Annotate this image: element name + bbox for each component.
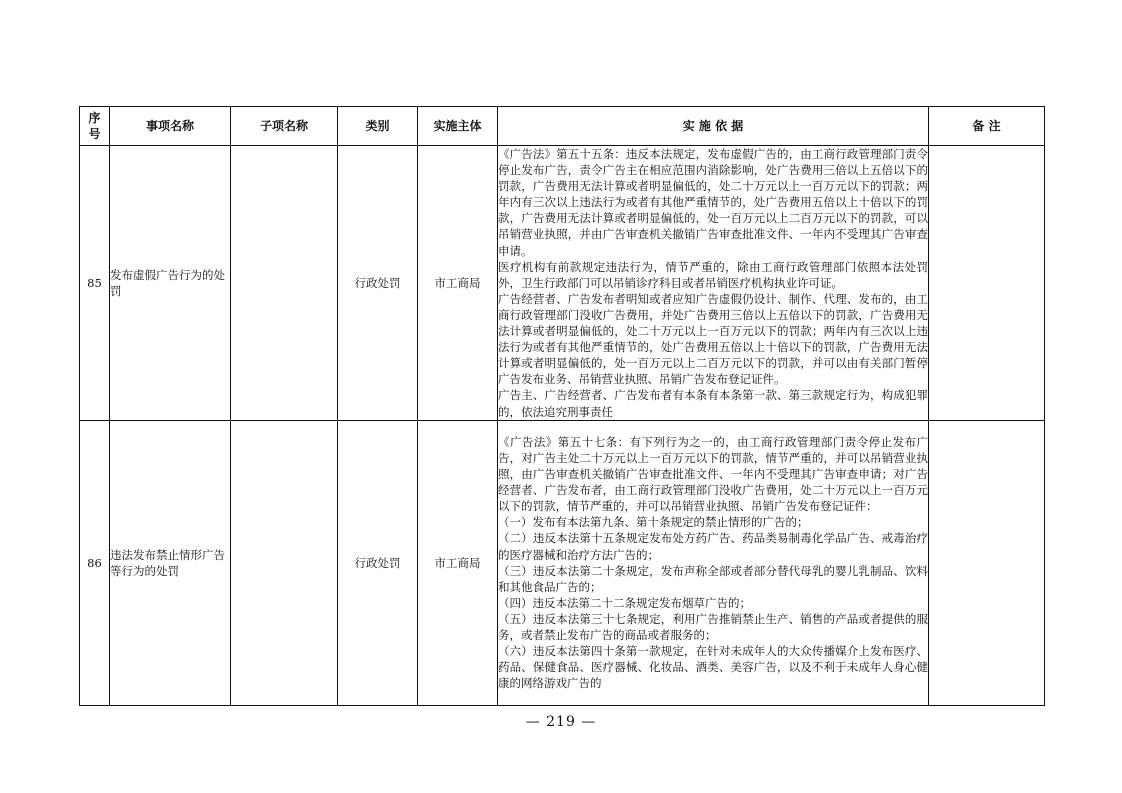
header-row [80, 107, 1045, 146]
row-basis [498, 146, 929, 421]
basis-paragraph: 医疗机构有前款规定违法行为，情节严重的，除由工商行政管理部门依照本法处罚外，卫生行政部门可以吊销诊疗科目或者吊销医疗机构执业许可证。 [498, 259, 928, 290]
regulation-table [79, 106, 1045, 706]
row-basis [498, 420, 929, 705]
basis-paragraph: 广告主、广告经营者、广告发布者有本条有本条第一款、第三款规定行为，构成犯罪的，依法追究刑事责任 [498, 388, 928, 419]
header-seq [80, 107, 110, 146]
basis-paragraph: 《广告法》第五十五条：违反本法规定，发布虚假广告的，由工商行政管理部门责令停止发布广告，责令广告主在相应范围内消除影响，处广告费用三倍以上五倍以下的罚款，广告费用无法计算或者明显偏低的，处二十万元以上一百万元以下的罚款；两年内有三次以上违法行为或者有其他严重情节的，处广告费用五倍以上十倍以下的罚款，广告费用无法计算或者明显偏低的，处一百万元以上二百万元以下的罚款，可以吊销营业执照，并由广告审查机关撤销广告审查批准文件、一年内不受理其广告审查申请。 [498, 147, 928, 258]
row-note [929, 146, 1045, 421]
basis-paragraph: 广告经营者、广告发布者明知或者应知广告虚假仍设计、制作、代理、发布的，由工商行政管理部门没收广告费用，并处广告费用三倍以上五倍以下的罚款，广告费用无法计算或者明显偏低的，处二十万元以上一百万元以下的罚款；两年内有三次以上违法行为或者有其他严重情节的，处广告费用五倍以上十倍以下的罚款，广告费用无法计算或者明显偏低的，处一百万元以上二百万元以下的罚款，并可以由有关部门暂停广告发布业务、吊销营业执照、吊销广告发布登记证件。 [498, 291, 928, 387]
page-number: — 219 — [525, 714, 597, 730]
row-category: 行政处罚 [338, 146, 418, 421]
row-sub-item [231, 146, 338, 421]
table-row [80, 420, 1045, 705]
basis-paragraph: （一）发布有本法第九条、第十条规定的禁止情形的广告的； [498, 515, 809, 530]
header-sub-item: 子项名称 [231, 107, 338, 146]
row-seq: 85 [80, 146, 110, 421]
row-seq: 86 [80, 420, 110, 705]
row-sub-item [231, 420, 338, 705]
row-category: 行政处罚 [338, 420, 418, 705]
basis-paragraph: （四）违反本法第二十二条规定发布烟草广告的； [498, 595, 751, 610]
row-item-name: 违法发布禁止情形广告等行为的处罚 [110, 420, 231, 705]
header-item-name: 事项名称 [110, 107, 231, 146]
row-subject: 市工商局 [418, 146, 498, 421]
row-subject: 市工商局 [418, 420, 498, 705]
header-subject: 实施主体 [418, 107, 498, 146]
basis-paragraph: （二）违反本法第十五条规定发布处方药广告、药品类易制毒化学品广告、戒毒治疗的医疗器械和治疗方法广告的； [498, 531, 928, 562]
basis-paragraph: 《广告法》第五十七条：有下列行为之一的，由工商行政管理部门责令停止发布广告，对广告主处二十万元以上一百万元以下的罚款，情节严重的，并可以吊销营业执照，由广告审查机关撤销广告审查批准文件、一年内不受理其广告审查申请；对广告经营者、广告发布者，由工商行政管理部门没收广告费用，处二十万元以上一百万元以下的罚款，情节严重的，并可以吊销营业执照、吊销广告发布登记证件： [498, 434, 928, 514]
row-item-name: 发布虚假广告行为的处罚 [110, 146, 231, 421]
basis-paragraph: （六）违反本法第四十条第一款规定，在针对未成年人的大众传播媒介上发布医疗、药品、保健食品、医疗器械、化妆品、酒类、美容广告，以及不利于未成年人身心健康的网络游戏广告的 [498, 644, 928, 691]
header-category: 类别 [338, 107, 418, 146]
header-basis: 实 施 依 据 [498, 107, 929, 146]
row-note [929, 420, 1045, 705]
header-seq-label: 序 号 [88, 110, 101, 141]
table-row [80, 146, 1045, 421]
basis-paragraph: （五）违反本法第三十七条规定，利用广告推销禁止生产、销售的产品或者提供的服务，或者禁止发布广告的商品或者服务的； [498, 611, 928, 642]
header-note: 备 注 [929, 107, 1045, 146]
basis-paragraph: （三）违反本法第二十条规定，发布声称全部或者部分替代母乳的婴儿乳制品、饮料和其他食品广告的； [498, 563, 928, 594]
